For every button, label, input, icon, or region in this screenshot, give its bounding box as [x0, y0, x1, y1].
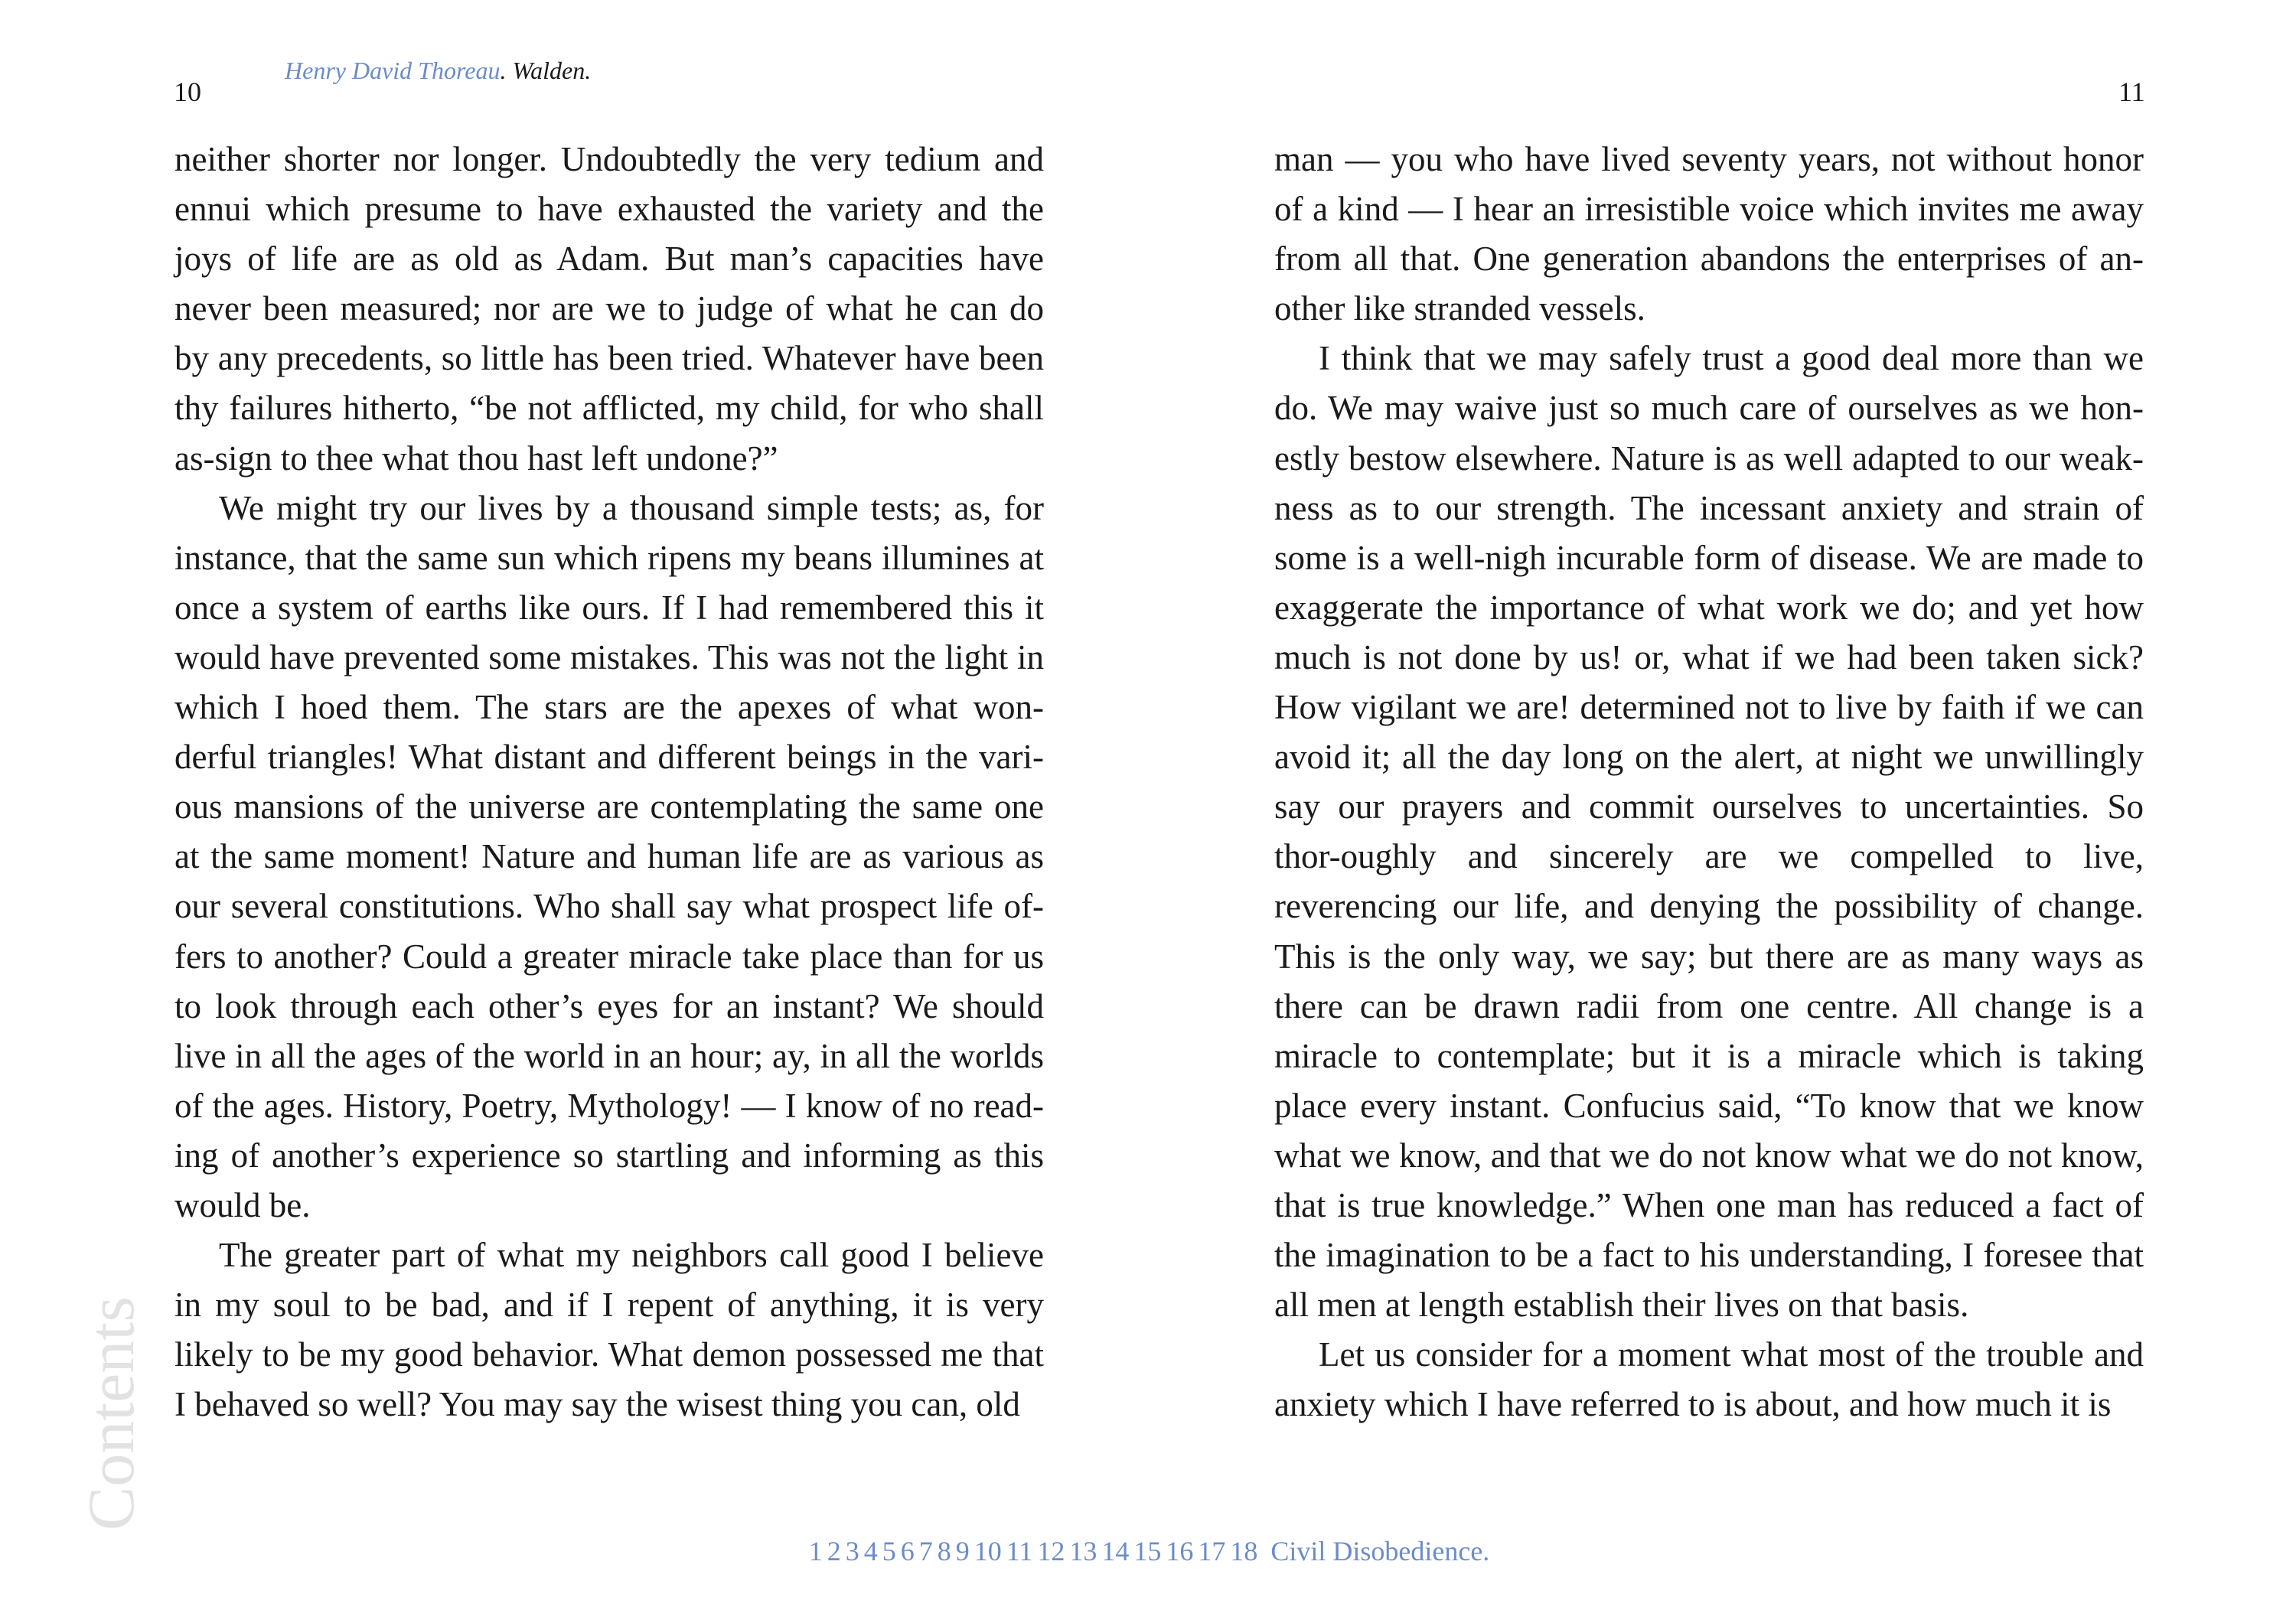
- right-page-text: [1274, 135, 2144, 1429]
- page-link-11[interactable]: 11: [1006, 1536, 1033, 1566]
- page-link-13[interactable]: 13: [1069, 1536, 1097, 1566]
- civil-disobedience-link[interactable]: Civil Disobedience.: [1270, 1536, 1490, 1566]
- author-link[interactable]: Henry David Thoreau: [285, 57, 501, 84]
- page-link-18[interactable]: 18: [1230, 1536, 1258, 1566]
- page-link-14[interactable]: 14: [1101, 1536, 1130, 1566]
- paragraph: Let us consider for a moment what most of the trouble and anxiety which I have referred to is about, and how much it is: [1274, 1335, 2144, 1424]
- page-link-16[interactable]: 16: [1166, 1536, 1194, 1566]
- running-head-separator: .: [500, 57, 513, 84]
- paragraph: man — you who have lived seventy years, not without honor of a kind — I hear an irresistible voice which invites me away from all that. One generation abandons the enterprises of an-other like stranded vessels.: [1274, 140, 2144, 328]
- page-navigation: [0, 1534, 2296, 1568]
- work-title: Walden.: [512, 57, 592, 84]
- page-link-15[interactable]: 15: [1133, 1536, 1162, 1566]
- paragraph: The greater part of what my neighbors call good I believe in my soul to be bad, and if I repent of anything, it is very likely to be my good behavior. What demon possessed me that I behaved so well? You may say the wisest thing you can, old: [174, 1236, 1044, 1424]
- paragraph: We might try our lives by a thousand simple tests; as, for instance, that the same sun which ripens my beans illumines at once a system of earths like ours. If I had remembered this it would have prevented some mistakes. This was not the light in which I hoed them. The stars are the apexes of what won-derful triangles! What distant and different beings in the vari-ous mansions of the universe are contemplating the same one at the same moment! Nature and human life are as various as our several constitutions. Who shall say what prospect life of-fers to another? Could a greater miracle take place than for us to look through each other’s eyes for an instant? We should live in all the ages of the world in an hour; ay, in all the worlds of the ages. History, Poetry, Mythology! — I know of no read-ing of another’s experience so startling and informing as this would be.: [174, 488, 1044, 1224]
- left-page-number: 10: [174, 77, 201, 107]
- running-head: [285, 55, 591, 86]
- page-link-12[interactable]: 12: [1037, 1536, 1065, 1566]
- paragraph: I think that we may safely trust a good deal more than we do. We may waive just so much care of ourselves as we hon-estly bestow elsewhere. Nature is as well adapted to our weak-ness as to our strength. The incessant anxiety and strain of some is a well-nigh incurable form of disease. We are made to exaggerate the importance of what work we do; and yet how much is not done by us! or, what if we had been taken sick? How vigilant we are! determined not to live by faith if we can avoid it; all the day long on the alert, at night we unwillingly say our prayers and commit ourselves to uncertainties. So thor-oughly and sincerely are we compelled to live, reverencing our life, and denying the possibility of change. This is the only way, we say; but there are as many ways as there can be drawn radii from one centre. All change is a miracle to contemplate; but it is a miracle which is taking place every instant. Confucius said, “To know that we know what we know, and that we do not know what we do not know, that is true knowledge.” When one man has reduced a fact of the imagination to be a fact to his understanding, I foresee that all men at length establish their lives on that basis.: [1274, 339, 2144, 1325]
- left-page-text: [174, 135, 1044, 1429]
- page-link-6[interactable]: 6: [900, 1536, 915, 1566]
- page-link-1[interactable]: 1: [808, 1536, 823, 1566]
- page-link-2[interactable]: 2: [827, 1536, 841, 1566]
- page-link-10[interactable]: 10: [974, 1536, 1002, 1566]
- page-link-4[interactable]: 4: [863, 1536, 878, 1566]
- right-page-number: 11: [2118, 77, 2145, 107]
- page-link-5[interactable]: 5: [882, 1536, 896, 1566]
- page-link-17[interactable]: 17: [1198, 1536, 1226, 1566]
- page-link-8[interactable]: 8: [937, 1536, 951, 1566]
- page-link-7[interactable]: 7: [918, 1536, 933, 1566]
- page-link-3[interactable]: 3: [845, 1536, 859, 1566]
- page-link-9[interactable]: 9: [955, 1536, 970, 1566]
- contents-link[interactable]: Contents: [74, 1296, 148, 1530]
- paragraph: neither shorter nor longer. Undoubtedly the very tedium and ennui which presume to have exhausted the variety and the joys of life are as old as Adam. But man’s capacities have never been measured; nor are we to judge of what he can do by any precedents, so little has been tried. Whatever have been thy failures hitherto, “be not afflicted, my child, for who shall as-sign to thee what thou hast left undone?”: [174, 140, 1044, 478]
